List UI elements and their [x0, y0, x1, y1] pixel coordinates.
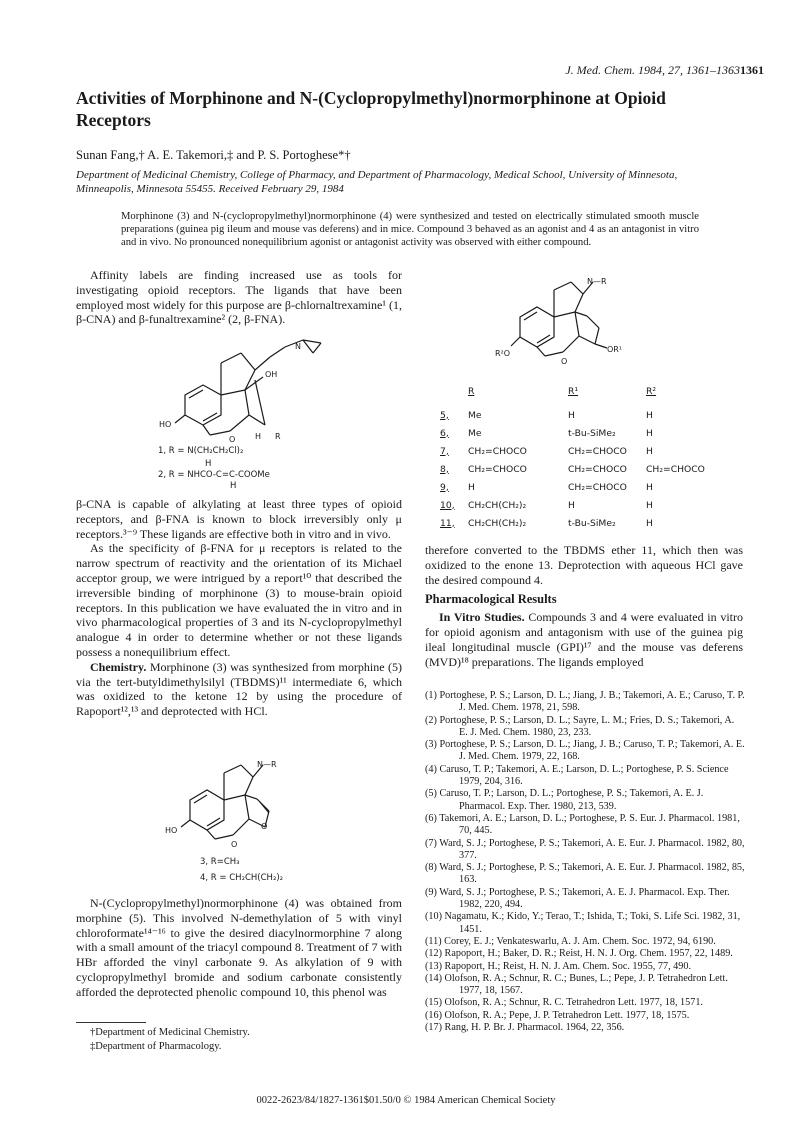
- ref-number: (1): [425, 690, 437, 701]
- ref-number: (15): [425, 997, 442, 1009]
- ref-number: (4): [425, 763, 437, 775]
- reference-item: [425, 715, 745, 740]
- row-r1: CH₂=CHOCO: [568, 481, 627, 493]
- row-id: 9,: [440, 481, 449, 493]
- ho-label-2: HO: [165, 826, 178, 835]
- reference-item: [425, 961, 745, 973]
- paragraph-chemistry: [76, 660, 402, 719]
- row-r1: H: [568, 499, 575, 511]
- table-header-row: [440, 382, 730, 400]
- invitro-heading: In Vitro Studies.: [439, 610, 525, 625]
- ketone-o-label: O: [261, 822, 268, 831]
- ref-text: Olofson, R. A.; Pepe, J. P. Tetrahedron Lett. 1977, 18, 1575.: [444, 1009, 690, 1021]
- row-r: CH₂CH(CH₂)₂: [468, 517, 527, 529]
- reference-item: [425, 911, 745, 936]
- row-id: 8,: [440, 463, 449, 475]
- reference-item: [425, 1022, 745, 1034]
- oh-label: OH: [265, 370, 278, 379]
- section-heading: Pharmacological Results: [425, 592, 557, 607]
- ref-text: Ward, S. J.; Portoghese, P. S.; Takemori, A. E. Eur. J. Pharmacol. 1982, 85, 163.: [439, 862, 745, 886]
- r2o-label: R²O: [495, 349, 511, 358]
- ref-number: (14): [425, 972, 442, 984]
- ref-text: Rapoport, H.; Reist, H. N. J. Am. Chem. Soc. 1955, 77, 490.: [444, 960, 692, 972]
- table-row: [440, 406, 730, 424]
- ref-number: (2): [425, 714, 437, 726]
- compound-2-h2-label: H: [230, 481, 237, 491]
- ref-number: (16): [425, 1009, 442, 1021]
- reference-item: [425, 1010, 745, 1022]
- r-label: R: [275, 432, 281, 441]
- table-row: [440, 478, 730, 496]
- row-r: Me: [468, 409, 482, 421]
- ref-number: (10): [425, 911, 442, 923]
- reference-item: [425, 936, 745, 948]
- table-row: [440, 442, 730, 460]
- reference-item: [425, 690, 745, 715]
- row-r1: CH₂=CHOCO: [568, 445, 627, 457]
- reference-item: [425, 788, 745, 813]
- chemistry-text: Morphinone (3) was synthesized from morphine (5) via the tert-butyldimethylsilyl (TBDMS)¹¹ intermediate 6, which was oxidized to the ketone 12 by using the procedure of Rapoport¹²,¹³ and deprotected with HCl.: [76, 659, 402, 719]
- reference-item: [425, 838, 745, 863]
- row-r2: H: [646, 481, 653, 493]
- intro-paragraph-1: [76, 268, 402, 327]
- ref-text: Olofson, R. A.; Schnur, R. C. Tetrahedron Lett. 1977, 18, 1571.: [444, 997, 703, 1009]
- article-title: Activities of Morphinone and N-(Cyclopropylmethyl)normorphinone at Opioid Receptors: [76, 88, 666, 130]
- ref-number: (9): [425, 886, 437, 898]
- ref-text: Caruso, T. P.; Larson, D. L.; Portoghese, P. S.; Takemori, A. E. J. Pharmacol. Exp. Ther. 1980, 213, 539.: [439, 788, 704, 812]
- structure-3-4-diagram: [165, 755, 315, 855]
- table-row: [440, 460, 730, 478]
- affiliation: Department of Medicinal Chemistry, College of Pharmacy, and Department of Pharmacology, Medical School, University of Minnesota, Minneapolis, Minnesota 55455. Received February 29, 1984: [76, 169, 678, 195]
- row-r2: H: [646, 427, 653, 439]
- row-r: CH₂=CHOCO: [468, 463, 527, 475]
- ref-text: Portoghese, P. S.; Larson, D. L.; Jiang, J. B.; Caruso, T. P.; Takemori, A. E. J. Med. Chem. 1979, 22, 168.: [439, 739, 745, 763]
- page-footer: 0022-2623/84/1827-1361$01.50/0 © 1984 American Chemical Society: [256, 1095, 556, 1106]
- compound-4-label: 4, R = CH₂CH(CH₂)₂: [200, 873, 284, 883]
- row-r: H: [468, 481, 475, 493]
- row-r1: H: [568, 409, 575, 421]
- footnote-2: ‡Department of Pharmacology.: [90, 1041, 222, 1052]
- body-left-1: [76, 497, 402, 719]
- ref-text: Portoghese, P. S.; Larson, D. L.; Jiang, J. B.; Takemori, A. E.; Caruso, T. P. J. Med. Chem. 1978, 21, 598.: [439, 690, 745, 714]
- footnote-rule: [76, 1022, 146, 1023]
- ref-number: (6): [425, 812, 437, 824]
- compound-3-label: 3, R=CH₃: [200, 857, 240, 867]
- ref-text: Rapoport, H.; Baker, D. R.; Reist, H. N. J. Org. Chem. 1957, 22, 1489.: [444, 948, 733, 960]
- ref-number: (5): [425, 788, 437, 800]
- ref-number: (13): [425, 960, 442, 972]
- h-label: H: [255, 432, 262, 441]
- row-r1: t-Bu-SiMe₂: [568, 517, 616, 529]
- substituent-table: [440, 382, 730, 532]
- nr-label: N—R: [257, 760, 277, 769]
- reference-item: [425, 997, 745, 1009]
- ref-number: (11): [425, 935, 442, 947]
- reference-list: [425, 690, 745, 1034]
- ref-text: Ward, S. J.; Portoghese, P. S.; Takemori, A. E. J. Pharmacol. Exp. Ther. 1982, 220, 494.: [439, 886, 730, 911]
- body-left-2: [76, 896, 402, 1000]
- table-row: [440, 496, 730, 514]
- paragraph-synthesis: N-(Cyclopropylmethyl)normorphinone (4) was obtained from morphine (5). This involved N-demethylation of 5 with vinyl chloroformate¹⁴⁻¹⁶ to give the desired diacylnormorphine 7 along with a small amount of the triacyl compound 8. Treatment of 7 with HBr afforded the vinyl carbonate 9. As alkylation of 9 with cyclopropylmethyl bromide and sodium carbonate consistently afforded the deprotected phenolic compound 10, this phenol was: [76, 896, 402, 999]
- paragraph-tbdms: therefore converted to the TBDMS ether 11, which then was oxidized to the enone 13. Deprotection with aqueous HCl gave the desired compound 4.: [425, 543, 743, 587]
- row-r2: H: [646, 499, 653, 511]
- ref-number: (3): [425, 739, 437, 751]
- ring-o-label: O: [229, 435, 236, 444]
- chemistry-heading: Chemistry.: [90, 659, 147, 674]
- paragraph-bcna: β-CNA is capable of alkylating at least three types of opioid receptors, and β-FNA is known to block irreversibly only μ receptors.³⁻⁹ These ligands are effective both in vitro and in vivo.: [76, 497, 402, 541]
- compound-1-label: 1, R = N(CH₂CH₂Cl)₂: [158, 446, 244, 456]
- ref-text: Rang, H. P. Br. J. Pharmacol. 1964, 22, 356.: [444, 1022, 625, 1034]
- ref-number: (17): [425, 1022, 442, 1034]
- ref-text: Takemori, A. E.; Larson, D. L.; Portoghese, P. S. Eur. J. Pharmacol. 1981, 70, 445.: [439, 812, 740, 837]
- ho-label: HO: [159, 420, 172, 429]
- row-r: CH₂CH(CH₂)₂: [468, 499, 527, 511]
- ref-text: Olofson, R. A.; Schnur, R. C.; Bunes, L.; Pepe, J. P. Tetrahedron Lett. 1977, 18, 1567.: [444, 972, 728, 997]
- table-row: [440, 514, 730, 532]
- footnote-1: †Department of Medicinal Chemistry.: [90, 1027, 250, 1038]
- ref-text: Nagamatu, K.; Kido, Y.; Terao, T.; Ishida, T.; Toki, S. Life Sci. 1982, 31, 1451.: [444, 911, 741, 935]
- abstract: Morphinone (3) and N-(cyclopropylmethyl)normorphinone (4) were synthesized and tested on electrically stimulated smooth muscle preparations (guinea pig ileum and mouse vas deferens) and in mice. Compound 3 behaved as an agonist and 4 as an antagonist in vitro and in vivo. No pronounced nonequilibrium agonist or antagonist activity was observed with either compound.: [121, 211, 699, 249]
- reference-item: [425, 887, 745, 912]
- reference-item: [425, 973, 745, 998]
- table-header-r: R: [468, 385, 475, 397]
- row-r: CH₂=CHOCO: [468, 445, 527, 457]
- or1-label: OR¹: [607, 345, 623, 354]
- row-r1: CH₂=CHOCO: [568, 463, 627, 475]
- n-label: N: [295, 342, 301, 351]
- reference-item: [425, 739, 745, 764]
- table-row: [440, 424, 730, 442]
- structure-1-2-diagram: [145, 335, 345, 485]
- paragraph-invitro: [425, 610, 743, 669]
- row-r: Me: [468, 427, 482, 439]
- nr-label-2: N—R: [587, 277, 607, 286]
- row-r2: H: [646, 409, 653, 421]
- compound-2-label: 2, R = NHCO-C=C-COOMe: [158, 470, 270, 480]
- reference-item: [425, 813, 745, 838]
- reference-item: [425, 948, 745, 960]
- running-header: J. Med. Chem. 1984, 27, 1361–1363: [565, 63, 740, 77]
- ring-o-label-3: O: [561, 357, 568, 366]
- ring-o-label-2: O: [231, 840, 238, 849]
- row-r2: H: [646, 517, 653, 529]
- row-id: 5,: [440, 409, 449, 421]
- ref-number: (12): [425, 948, 442, 960]
- ref-text: Caruso, T. P.; Takemori, A. E.; Larson, D. L.; Portoghese, P. S. Science 1979, 204, 316.: [439, 763, 729, 788]
- row-id: 10,: [440, 499, 455, 511]
- row-r2: CH₂=CHOCO: [646, 463, 705, 475]
- row-id: 11,: [440, 517, 455, 529]
- body-right-1: [425, 543, 743, 669]
- intro-text: Affinity labels are finding increased use as tools for investigating opioid receptors. The ligands that have been employed most widely for this purpose are β-chlornaltrexamine¹ (1, β-CNA) and β-funaltrexamine² (2, β-FNA).: [76, 268, 402, 327]
- ref-number: (7): [425, 837, 437, 849]
- structure-5-11-diagram: [495, 272, 665, 372]
- paragraph-specificity: As the specificity of β-FNA for μ receptors is related to the narrow spectrum of reactivity and the orientation of its Michael acceptor group, we were intrigued by a report¹⁰ that described the irreversible binding of morphinone (3) to mouse-brain opioid receptors. In this publication we have evaluated the in vitro and in vivo pharmacological properties of 3 and its N-cyclopropylmethyl analogue 4 in order to determine whether or not these ligands possess a nonequilibrium effect.: [76, 541, 402, 659]
- compound-2-h-label: H: [205, 459, 212, 469]
- table-header-r2: R²: [646, 385, 657, 397]
- page-number: 1361: [740, 63, 764, 77]
- author-list: Sunan Fang,† A. E. Takemori,‡ and P. S. Portoghese*†: [76, 148, 351, 162]
- reference-item: [425, 764, 745, 789]
- row-id: 6,: [440, 427, 449, 439]
- reference-item: [425, 862, 745, 887]
- ref-text: Ward, S. J.; Portoghese, P. S.; Takemori, A. E. Eur. J. Pharmacol. 1982, 80, 377.: [439, 837, 745, 861]
- ref-text: Corey, E. J.; Venkateswarlu, A. J. Am. Chem. Soc. 1972, 94, 6190.: [444, 935, 716, 947]
- table-header-r1: R¹: [568, 385, 579, 397]
- ref-text: Portoghese, P. S.; Larson, D. L.; Sayre, L. M.; Fries, D. S.; Takemori, A. E. J. Med. Chem. 1980, 23, 233.: [439, 714, 735, 738]
- invitro-text: Compounds 3 and 4 were evaluated in vitro for opioid agonism and antagonism with use of the guinea pig ileal longitudinal muscle (GPI)¹⁷ and the mouse vas deferens (MVD)¹⁸ preparations. The ligands employed: [425, 610, 744, 669]
- row-r1: t-Bu-SiMe₂: [568, 427, 616, 439]
- row-r2: H: [646, 445, 653, 457]
- ref-number: (8): [425, 862, 437, 874]
- row-id: 7,: [440, 445, 449, 457]
